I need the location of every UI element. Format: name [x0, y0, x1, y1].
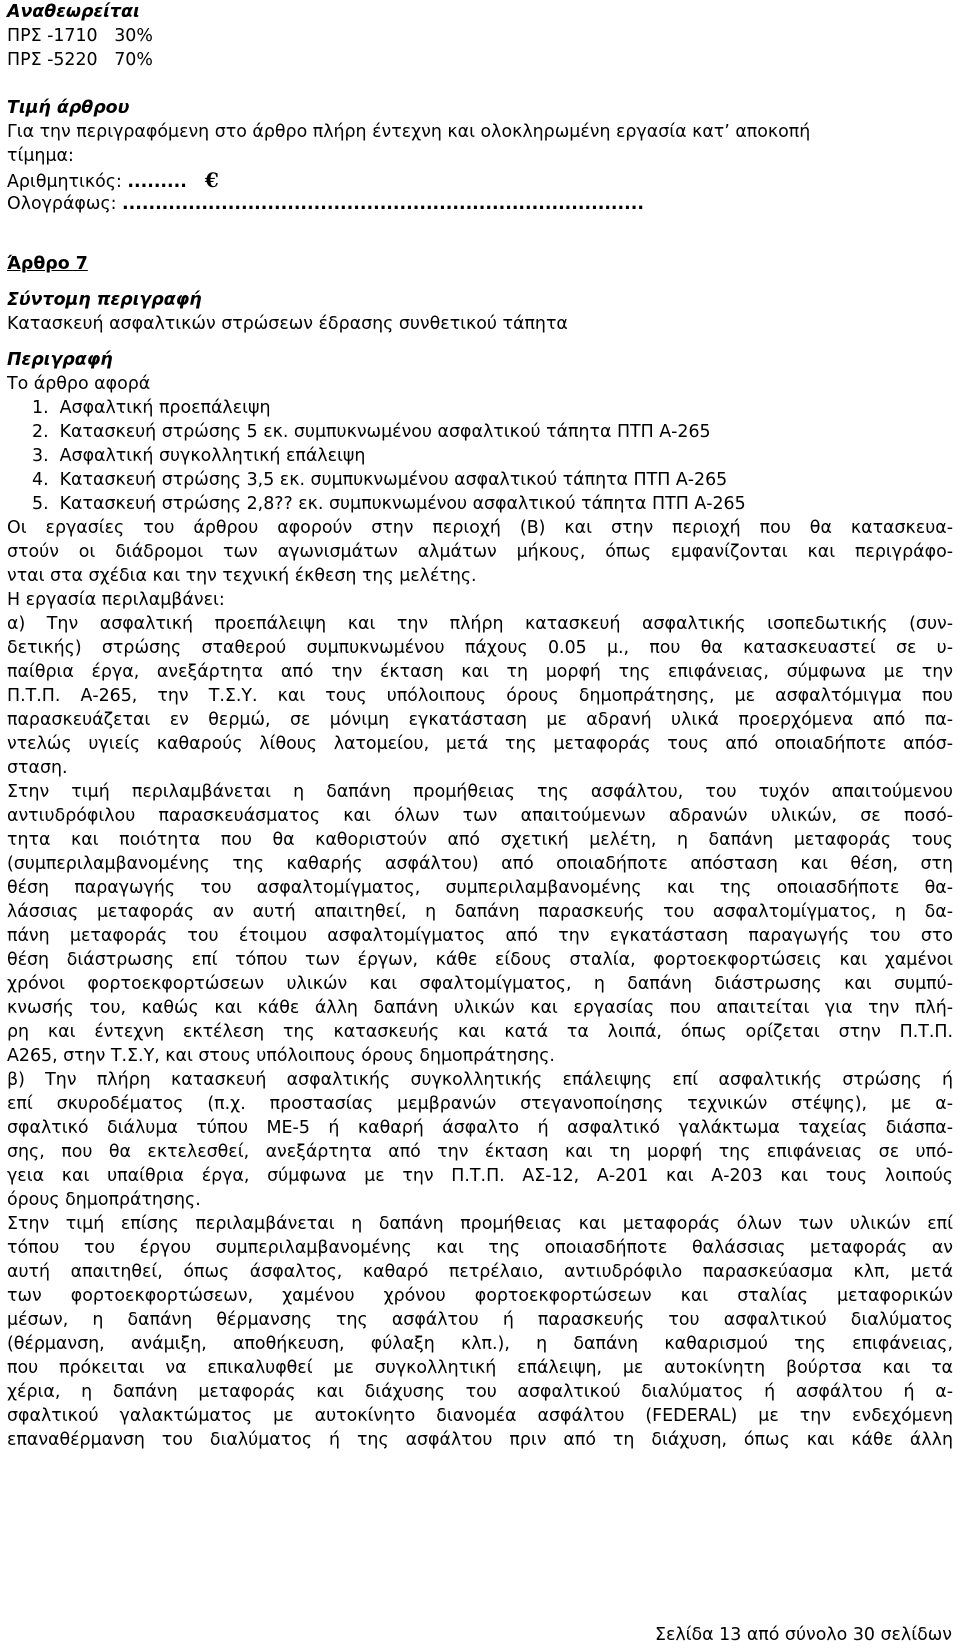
body-line: πάνη μεταφοράς του έτοιμου ασφαλτομίγματος από την εγκατάσταση παραγωγής του στο [7, 926, 953, 946]
price-numeric-line [7, 168, 953, 192]
body-line: ρη και έντεχνη εκτέλεση της κατασκευής και κατά τα λοιπά, όπως ορίζεται στην Π.Τ.Π. [7, 1022, 953, 1042]
body-line: χρόνοι φορτοεκφορτώσεων υλικών και σφαλτομίγματος, η δαπάνη διάστρωσης και συμπύ- [7, 974, 953, 994]
document-page [7, 0, 953, 1452]
body-line: αυτή απαιτηθεί, όπως άσφαλτος, καθαρό πετρέλαιο, αντιυδρόφιλο παρασκεύασμα κλπ, μετά [7, 1262, 953, 1282]
body-line: των φορτοεκφορτώσεων, χαμένου χρόνου φορτοεκφορτώσεων και σταλίας μεταφορικών [7, 1286, 953, 1306]
price-heading: Τιμή άρθρου [7, 98, 130, 118]
description-intro: Το άρθρο αφορά [7, 374, 151, 394]
body-line: που πρόκειται να επικαλυφθεί με συγκολλητική επάλειψη, με αυτοκίνητη βούρτσα και τα [7, 1358, 953, 1378]
price-words-label: Ολογράφως: [7, 194, 123, 214]
body-line: ντελώς υγιείς καθαρούς λίθους λατομείου, μετά της μεταφοράς τους από οποιαδήποτε απόσ- [7, 734, 953, 754]
body-line: επαναθέρμανση του διαλύματος ή της ασφάλτου πριν από τη διάχυση, όπως και κάθε άλλη [7, 1430, 953, 1450]
euro-icon: € [204, 168, 219, 192]
page-number-footer: Σελίδα 13 από σύνολο 30 σελίδων [654, 1625, 952, 1645]
body-line: αντιυδρόφιλου παρασκευάσματος και όλων των απαιτούμενων αδρανών υλικών, σε ποσό- [7, 806, 953, 826]
body-line: σταση. [7, 758, 68, 778]
body-line: στούν οι διάδρομοι των αγωνισμάτων αλμάτων μήκους, όπως εμφανίζονται και περιγράφο- [7, 542, 953, 562]
body-line: Στην τιμή επίσης περιλαμβάνεται η δαπάνη προμήθειας και μεταφοράς όλων των υλικών επί [7, 1214, 953, 1234]
article-heading: Άρθρο 7 [7, 254, 88, 274]
price-numeric-label: Αριθμητικός: [7, 172, 128, 192]
body-line: λάσσιας μεταφοράς αν αυτή απαιτηθεί, η δαπάνη παρασκευής του ασφαλτομίγματος, η δα- [7, 902, 953, 922]
body-line: όρους δημοπράτησης. [7, 1190, 201, 1210]
body-line: σης, που θα εκτελεσθεί, ανεξάρτητα από την έκταση και τη μορφή της επιφάνειας σε υπό- [7, 1142, 953, 1162]
revision-row-1: ΠΡΣ -1710 30% [7, 26, 153, 46]
price-text-line-2: τίμημα: [7, 146, 74, 166]
list-item: 4. Κατασκευή στρώσης 3,5 εκ. συμπυκνωμένου ασφαλτικού τάπητα ΠΤΠ Α-265 [32, 470, 728, 490]
price-text-line-1: Για την περιγραφόμενη στο άρθρο πλήρη έντεχνη και ολοκληρωμένη εργασία κατ’ αποκοπή [7, 122, 811, 142]
revision-heading: Αναθεωρείται [7, 2, 140, 22]
list-item: 1. Ασφαλτική προεπάλειψη [32, 398, 271, 418]
body-line: θέση παραγωγής του ασφαλτομίγματος, συμπεριλαμβανομένης και της οποιασδήποτε θα- [7, 878, 953, 898]
list-item: 2. Κατασκευή στρώσης 5 εκ. συμπυκνωμένου ασφαλτικού τάπητα ΠΤΠ Α-265 [32, 422, 711, 442]
body-line: χέρια, η δαπάνη μεταφοράς και διάχυσης του ασφαλτικού διαλύματος ή ασφάλτου ή α- [7, 1382, 953, 1402]
body-line: κνωσής του, καθώς και κάθε άλλη δαπάνη υλικών και εργασίας που απαιτείται για την πλή- [7, 998, 953, 1018]
body-text [7, 516, 953, 1452]
body-line: Στην τιμή περιλαμβάνεται η δαπάνη προμήθειας της ασφάλτου, του τυχόν απαιτούμενου [7, 782, 953, 802]
body-line: Α265, στην Τ.Σ.Υ, και στους υπόλοιπους όρους δημοπράτησης. [7, 1046, 555, 1066]
body-line: Οι εργασίες του άρθρου αφορούν στην περιοχή (Β) και στην περιοχή που θα κατασκευα- [7, 518, 953, 538]
body-line: τόπου του έργου συμπεριλαμβανομένης και της οποιασδήποτε θαλάσσιας μεταφοράς αν [7, 1238, 953, 1258]
short-description-heading: Σύντομη περιγραφή [7, 290, 202, 310]
list-item: 5. Κατασκευή στρώσης 2,8?? εκ. συμπυκνωμένου ασφαλτικού τάπητα ΠΤΠ Α-265 [32, 494, 746, 514]
price-words-dots: ............................................................................... [122, 194, 644, 214]
body-line: γεια και υπαίθρια έργα, σύμφωνα με την Π.Τ.Π. ΑΣ-12, Α-201 και Α-203 και τους λοιπούς [7, 1166, 953, 1186]
body-line: παρασκευάζεται εν θερμώ, σε μόνιμη εγκατάσταση με αδρανή υλικά προερχόμενα από πα- [7, 710, 953, 730]
body-line: παίθρια έργα, ανεξάρτητα από την έκταση και τη μορφή της επιφάνειας, σύμφωνα με την [7, 662, 953, 682]
body-line: β) Την πλήρη κατασκευή ασφαλτικής συγκολλητικής επάλειψης επί ασφαλτικής στρώσης ή [7, 1070, 953, 1090]
body-line: α) Την ασφαλτική προεπάλειψη και την πλήρη κατασκευή ασφαλτικής ισοπεδωτικής (συν- [7, 614, 953, 634]
body-line: Η εργασία περιλαμβάνει: [7, 590, 225, 610]
body-line: τητα και ποιότητα που θα καθοριστούν από σχετική μελέτη, η δαπάνη μεταφοράς τους [7, 830, 953, 850]
body-line: σφαλτικού γαλακτώματος με αυτοκίνητο διανομέα ασφάλτου (FEDERAL) με την ενδεχόμενη [7, 1406, 953, 1426]
short-description-text: Κατασκευή ασφαλτικών στρώσεων έδρασης συνθετικού τάπητα [7, 314, 568, 334]
body-line: νται στα σχέδια και την τεχνική έκθεση της μελέτης. [7, 566, 477, 586]
price-numeric-dots: ......... [127, 172, 187, 192]
body-line: (συμπεριλαμβανομένης της καθαρής ασφάλτου) από οποιαδήποτε απόσταση και θέση, στη [7, 854, 953, 874]
body-line: θέση διάστρωσης επί τόπου των έργων, κάθε είδους σταλία, φορτοεκφορτώσεις και χαμένοι [7, 950, 953, 970]
revision-row-2: ΠΡΣ -5220 70% [7, 50, 153, 70]
body-line: Π.Τ.Π. Α-265, την Τ.Σ.Υ. και τους υπόλοιπους όρους δημοπράτησης, με ασφαλτόμιγμα που [7, 686, 953, 706]
body-line: σφαλτικό διάλυμα τύπου ΜΕ-5 ή καθαρή άσφαλτο ή ασφαλτικό γαλάκτωμα ταχείας διάσπα- [7, 1118, 953, 1138]
body-line: δετικής) στρώσης σταθερού συμπυκνωμένου πάχους 0.05 μ., που θα κατασκευαστεί σε υ- [7, 638, 953, 658]
body-line: μέσων, η δαπάνη θέρμανσης της ασφάλτου ή παρασκευής του ασφαλτικού διαλύματος [7, 1310, 953, 1330]
body-line: (θέρμανση, ανάμιξη, αποθήκευση, φύλαξη κλπ.), η δαπάνη καθαρισμού της επιφάνειας, [7, 1334, 953, 1354]
price-words-line [7, 192, 953, 216]
list-item: 3. Ασφαλτική συγκολλητική επάλειψη [32, 446, 366, 466]
body-line: επί σκυροδέματος (π.χ. προστασίας μεμβρανών στεγανοποίησης τεχνικών στέψης), με α- [7, 1094, 953, 1114]
description-heading: Περιγραφή [7, 350, 113, 370]
